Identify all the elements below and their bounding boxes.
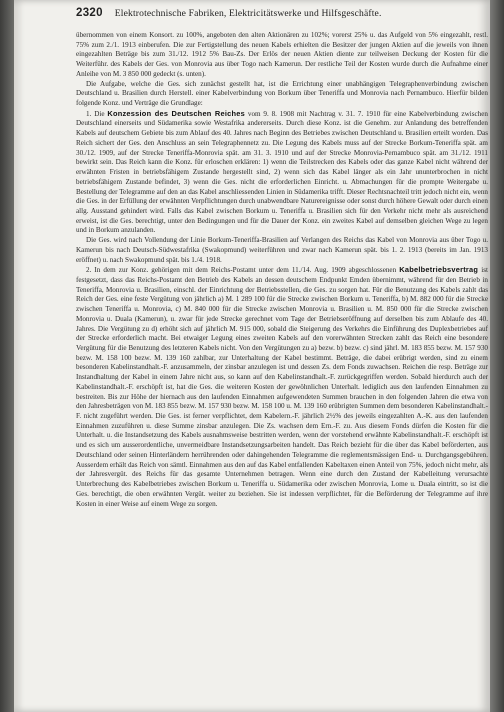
page-number: 2320 (76, 7, 103, 19)
body-paragraph (76, 80, 488, 109)
body-paragraph (76, 109, 488, 236)
paragraph-text: Die Ges. wird nach Vollendung der Linie Borkum-Teneriffa-Brasilien auf Verlangen des Reichs das Kabel von Monrovia aus über Togo u. Kamerun bis nach Deutsch-Südwestafrika (Swakopmund) weiterführen und zwar nach Kamerun spät. bis 1. 2. 1913 (bereits im Jan. 1913 eröffnet) u. nach Swakopmund spät. bis 1./4. 1918. (76, 236, 488, 264)
book-page (14, 0, 490, 712)
book-spine-edge (490, 0, 504, 712)
running-title: Elektrotechnische Fabriken, Elektricitätswerke und Hilfsgeschäfte. (114, 8, 382, 19)
body-paragraph (76, 236, 488, 265)
paragraph-text: übernommen von einem Konsort. zu 100%, angeboten den alten Aktionären zu 102%; vorerst 25% u. das Aufgeld von 5% eingezahlt, restl. 75% zum 2./1. 1913 einberufen. Die zur Fertigstellung des neuen Kabels erhielten die Besitzer der jungen Aktien auf die jeweils von ihnen eingezahlten Beträge bis zum 31./12. 1912 5% Bau-Zs. Der Erlös der neuen Aktien diente zur teilweisen Deckung der Kosten für die Weiterführ. des Kabels der Ges. von Monrovia aus über Togo nach Kamerun. Der restliche Teil der Kosten wurde durch die Aufnahme einer Anleihe von M. 3 850 000 gedeckt (s. unten). (76, 31, 488, 78)
body-paragraph (76, 265, 488, 509)
page-header (76, 7, 488, 23)
paragraph-text: ist festgesetzt, dass das Reichs-Postamt den Betrieb des Kabels an dessen deutschem Endpunkt Emden übernimmt, während für den Betrieb in Teneriffa, Monrovia u. Brasilien, einschl. der Einrichtung der Betriebsstellen, die Ges. zu sorgen hat. Für die Benutzung des Kabels zahlt das Reich der Ges. eine feste Vergütung von jährlich a) M. 1 289 100 für die Strecke zwischen Borkum u. Teneriffa, b) M. 882 000 für die Strecke zwischen Teneriffa u. Monrovia, c) M. 840 000 für die Strecke zwischen Monrovia u. Brasilien u. M. 850 000 für die Strecke zwischen Monrovia u. Duala (Kamerun), u. zwar für jede Strecke gerechnet vom Tage der Betriebseröffnung auf derselben bis zum Ablaufe des 40. Jahres. Die Vergütung zu d) erhöht sich auf jährlich M. 915 000, sobald die Steigerung des Verkehrs die Einführung des Duplexbetriebes auf der Strecke erforderlich macht. Bei etwaiger Legung eines zweiten Kabels auf den vorerwähnten Strecken zahlt das Reich eine besondere Vergütung für die Benutzung des letzteren Kabels nicht. Von den Vergütungen zu a) bezw. b) bezw. c) sind jährl. M. 183 855 bezw. M. 157 930 bezw. M. 158 100 bezw. M. 139 160 zahlbar, zur Unterhaltung der Kabel bestimmt. Beträge, die dabei erübrigt werden, sind zu einem besonderen Kabelinstandhalt.-F. anzusammeln, der zinsbar anzulegen ist und dessen Zs. dem Fonds zuwachsen. Reichen die resp. Beträge zur Instandhaltung der Kabel in einem Jahre nicht aus, so kann auf den Kabelinstandhalt.-F. zurückgegriffen werden. Sobald hierdurch auch der Kabelinstandhalt.-F. erschöpft ist, hat die Ges. die weiteren Kosten der gewöhnlichen Unterhalt. lediglich aus den laufenden Einnahmen zu bestreiten. Bis zur Höhe der hiernach aus den laufenden Einnahmen aufgewendeten Summen brauchen in den folgenden Jahren die etwa von den Jahresbeträgen von M. 183 855 bezw. M. 157 930 bezw. M. 158 100 u. M. 139 160 erübrigten Summen dem besonderen Kabelinstandhalt.-F. nicht zugeführt werden. Die Ges. ist ferner verpflichtet, dem Kabelern.-F. jährlich 2½% des jeweils eingezahlten A.-K. aus den laufenden Einnahmen zuzuführen u. diese Summe zinsbar anzulegen. Die Zs. wachsen dem Ern.-F. zu. Aus diesem Fonds dürfen die Kosten für die Unterhalt. u. die Instandsetzung des Kabels ausnahmsweise bestritten werden, wenn der vorstehend erwähnte Kabelinstandhalt.-F. erschöpft ist und es sich um ausserordentliche, unvermeidbare Instandsetzungsarbeiten handelt. Das Reich bezieht für die über das Kabel beförderten, aus Deutschland oder seinen Hinterländern herrührenden oder dahingehenden Telegramme die reglementsmässigen End- u. Durchgangsgebühren. Ausserdem erhält das Reich von sämtl. Einnahmen aus den auf das Kabel entfallenden Kabeltaxen einen Anteil von 75%, jedoch nicht mehr, als der Jahresvergüt. des Reichs für das gesamte Unternehmen betragen. Wenn eine durch den Zustand der Kabelleitung verursachte Unterbrechung des Kabelbetriebes zwischen Borkum u. Teneriffa u. Südamerika oder zwischen Monrovia, Lome u. Duala eintritt, so ist die Ges. berechtigt, die oben erwähnten Vergüt. weiter zu beziehen. Sie ist indessen verpflichtet, für die Beförderung der Telegramme auf ihre Kosten in einer Weise auf einem Wege zu sorgen. (76, 266, 488, 508)
paragraph-text: Die Aufgabe, welche die Ges. sich zunächst gestellt hat, ist die Errichtung einer unabhängigen Telegraphenverbindung zwischen Deutschland u. Brasilien durch Herstell. einer Kabelverbindung von Borkum über Teneriffa und Monrovia nach Pernambuco. Hierfür bilden folgende Konz. und Verträge die Grundlage: (76, 79, 488, 108)
paragraph-text: 1. Die (86, 109, 108, 118)
paragraph-text: 2. In dem zur Konz. gehörigen mit dem Reichs-Postamt unter dem 11./14. Aug. 1909 abgeschlossenen (86, 266, 400, 275)
binding-gutter (0, 0, 14, 712)
paragraph-text: vom 9. 8. 1908 mit Nachtrag v. 31. 7. 1910 für eine Kabelverbindung zwischen Deutschland einerseits und Südamerika sowie Westafrika andererseits. Durch diese Konz. ist die Genehm. zur Anlandung des betreffenden Kabels auf deutschem Gebiete bis zum Ablauf des 40. Jahres nach Beginn des Betriebes zwischen Deutschland u. Brasilien erteilt worden. Das Reich sichert der Ges. den Anschluss an sein Telegraphennetz zu. Die Legung des Kabels muss auf der Strecke Borkum-Teneriffa spät. am 30./12. 1909, auf der Strecke Teneriffa-Monrovia spät. am 31. 3. 1910 und auf der Strecke Monrovia-Pernambuco spät. am 31./12. 1911 bewirkt sein. Das Reich kann die Konz. für erloschen erklären: 1) wenn die Teilstrecken des Kabels oder das ganze Kabel nicht während der erwähnten Fristen in betriebsfähigem Zustande hergestellt sind, 2) wenn sich das Kabel länger als ein Jahr ununterbrochen in nicht betriebsfähigem Zustande befindet, 3) wenn die Ges. nicht die erforderlichen Einricht. u. Abmachungen für die prompte Weitergabe u. Bestellung der Telegramme auf den an das Kabel anschliessenden Linien in Südamerika trifft. Dieser Rechtsnachteil tritt jedoch nicht ein, wenn die Ges. in der Erfüllung der erwähnten Verpflichtungen durch unabwendbare Naturereignisse oder sonst durch höhere Gewalt oder durch einen allg. Ausstand gehindert wird. Falls das Kabel zwischen Borkum u. Teneriffa u. Brasilien sich für den Verkehr nicht mehr als ausreichend erweist, ist die Ges. berechtigt, unter den Bedingungen und für die Dauer der Konz. ein zweites Kabel auf demselben gleichen Wege zu legen und in Borkum anzulanden. (76, 109, 488, 235)
body-paragraph (76, 31, 488, 80)
bold-term: Kabelbetriebsvertrag (399, 265, 479, 275)
bold-term: Konzession des Deutschen Reiches (107, 108, 246, 118)
page-body (76, 31, 488, 509)
